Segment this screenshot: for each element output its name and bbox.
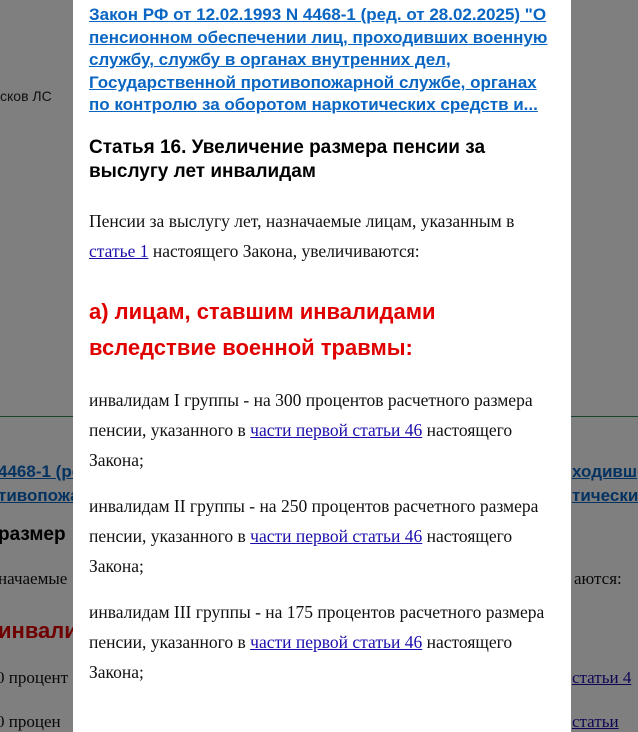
list-item-text-after: настоящего Закона; xyxy=(89,525,513,576)
list-item-text-after: настоящего Закона; xyxy=(89,419,513,470)
list-item-text-before: инвалидам III группы - на 175 процентов расчетного размера пенсии, указанного в xyxy=(89,601,545,652)
list-item-text-after: настоящего Закона; xyxy=(89,631,513,682)
part-1-article-46-link[interactable]: части первой статьи 46 xyxy=(250,631,423,652)
section-a-heading: а) лицам, ставшим инвалидами вследствие военной травмы: xyxy=(89,298,436,360)
article-1-link[interactable]: статье 1 xyxy=(89,240,149,261)
document-preview-modal xyxy=(73,0,571,732)
intro-text-after: настоящего Закона, увеличиваются: xyxy=(148,240,420,261)
intro-text-before: Пенсии за выслугу лет, назначаемые лицам, указанным в xyxy=(89,210,515,231)
list-item-text-before: инвалидам II группы - на 250 процентов расчетного размера пенсии, указанного в xyxy=(89,495,539,546)
list-item xyxy=(89,385,549,475)
article-title: Статья 16. Увеличение размера пенсии за выслугу лет инвалидам xyxy=(89,136,486,182)
list-item xyxy=(89,597,549,687)
list-item xyxy=(89,491,549,581)
part-1-article-46-link[interactable]: части первой статьи 46 xyxy=(250,419,423,440)
part-1-article-46-link[interactable]: части первой статьи 46 xyxy=(250,525,423,546)
intro-paragraph xyxy=(89,206,555,266)
document-title-link[interactable]: Закон РФ от 12.02.1993 N 4468-1 (ред. от 28.02.2025) "О пенсионном обеспечении лиц, проходивших военную службу, службу в органах внутренних дел, Государственной противопожарной службе, органах по контролю за оборотом наркотических средств и... xyxy=(89,5,548,115)
list-item-text-before: инвалидам I группы - на 300 процентов расчетного размера пенсии, указанного в xyxy=(89,389,533,440)
